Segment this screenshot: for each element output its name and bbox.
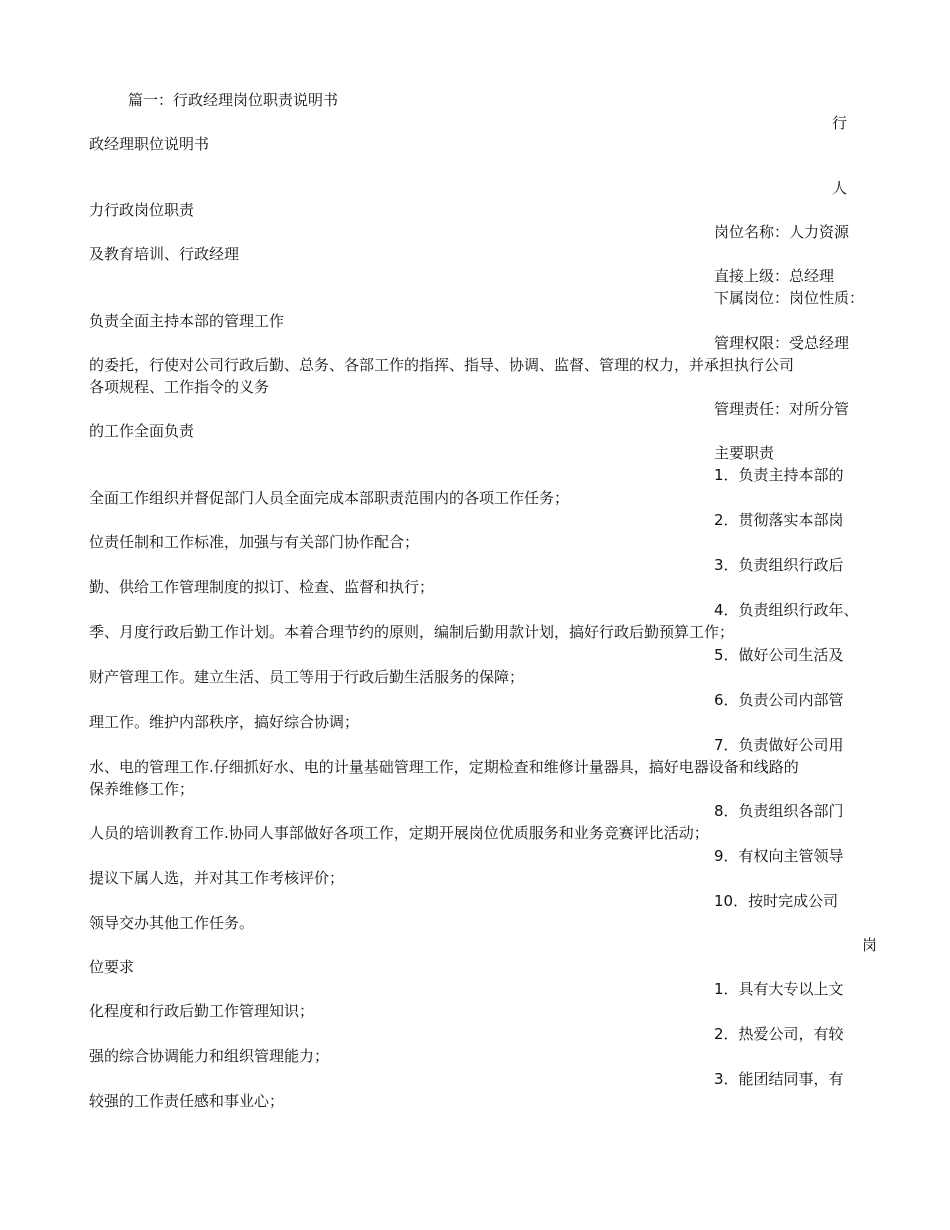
duty-item-continuation: 人员的培训教育工作.协同人事部做好各项工作，定期开展岗位优质服务和业务竞赛评比活动；	[89, 824, 709, 842]
subordinate-post: 下属岗位：岗位性质：	[714, 289, 865, 307]
duty-item: 7．负责做好公司用	[714, 736, 844, 754]
text-fragment: 人	[832, 179, 848, 197]
text-line: 各项规程、工作指令的义务	[89, 378, 270, 396]
requirement-item-continuation: 较强的工作责任感和事业心；	[89, 1092, 285, 1110]
requirement-item: 1．具有大专以上文	[714, 980, 844, 998]
duty-item: 2．贯彻落实本部岗	[714, 511, 844, 529]
text-fragment: 行	[832, 114, 848, 132]
requirement-item: 3．能团结同事，有	[714, 1070, 844, 1088]
duty-item-continuation: 保养维修工作；	[89, 780, 195, 798]
duty-item-continuation: 财产管理工作。建立生活、员工等用于行政后勤生活服务的保障；	[89, 668, 525, 686]
duty-item: 3．负责组织行政后	[714, 556, 844, 574]
duty-item: 5．做好公司生活及	[714, 646, 844, 664]
duty-item-continuation: 领导交办其他工作任务。	[89, 914, 255, 932]
duty-item: 8．负责组织各部门	[714, 802, 844, 820]
duty-item-continuation: 理工作。维护内部秩序，搞好综合协调；	[89, 713, 360, 731]
requirement-item: 2．热爱公司，有较	[714, 1025, 844, 1043]
duty-item: 1．负责主持本部的	[714, 466, 844, 484]
text-line: 力行政岗位职责	[89, 201, 195, 219]
duty-item-continuation: 位责任制和工作标准，加强与有关部门协作配合；	[89, 533, 420, 551]
document-heading: 篇一：行政经理岗位职责说明书	[128, 91, 339, 109]
text-line: 的工作全面负责	[89, 422, 195, 440]
requirement-item-continuation: 强的综合协调能力和组织管理能力；	[89, 1047, 330, 1065]
direct-superior: 直接上级：总经理	[714, 267, 835, 285]
duty-item-continuation: 勤、供给工作管理制度的拟订、检查、监督和执行；	[89, 578, 435, 596]
duty-item: 4．负责组织行政年、	[714, 601, 859, 619]
text-line: 的委托，行使对公司行政后勤、总务、各部工作的指挥、指导、协调、监督、管理的权力，并承担执行公司	[89, 356, 795, 374]
text-line: 负责全面主持本部的管理工作	[89, 312, 285, 330]
duty-item-continuation: 提议下属人选，并对其工作考核评价；	[89, 869, 345, 887]
duty-item-continuation: 水、电的管理工作.仔细抓好水、电的计量基础管理工作，定期检查和维修计量器具，搞好电器设备和线路的	[89, 758, 799, 776]
management-authority: 管理权限：受总经理	[714, 334, 850, 352]
duty-item-continuation: 全面工作组织并督促部门人员全面完成本部职责范围内的各项工作任务；	[89, 489, 570, 507]
post-name: 岗位名称：人力资源	[714, 223, 850, 241]
management-responsibility: 管理责任：对所分管	[714, 400, 850, 418]
text-line: 及教育培训、行政经理	[89, 245, 240, 263]
duty-item-continuation: 季、月度行政后勤工作计划。本着合理节约的原则，编制后勤用款计划，搞好行政后勤预算工作；	[89, 623, 735, 641]
main-duties-heading: 主要职责	[714, 444, 775, 462]
text-fragment: 岗	[862, 936, 878, 954]
text-line: 政经理职位说明书	[89, 135, 210, 153]
duty-item: 10．按时完成公司	[714, 892, 839, 910]
duty-item: 6．负责公司内部管	[714, 691, 844, 709]
requirement-item-continuation: 化程度和行政后勤工作管理知识；	[89, 1002, 315, 1020]
requirements-heading: 位要求	[89, 958, 135, 976]
duty-item: 9．有权向主管领导	[714, 847, 844, 865]
